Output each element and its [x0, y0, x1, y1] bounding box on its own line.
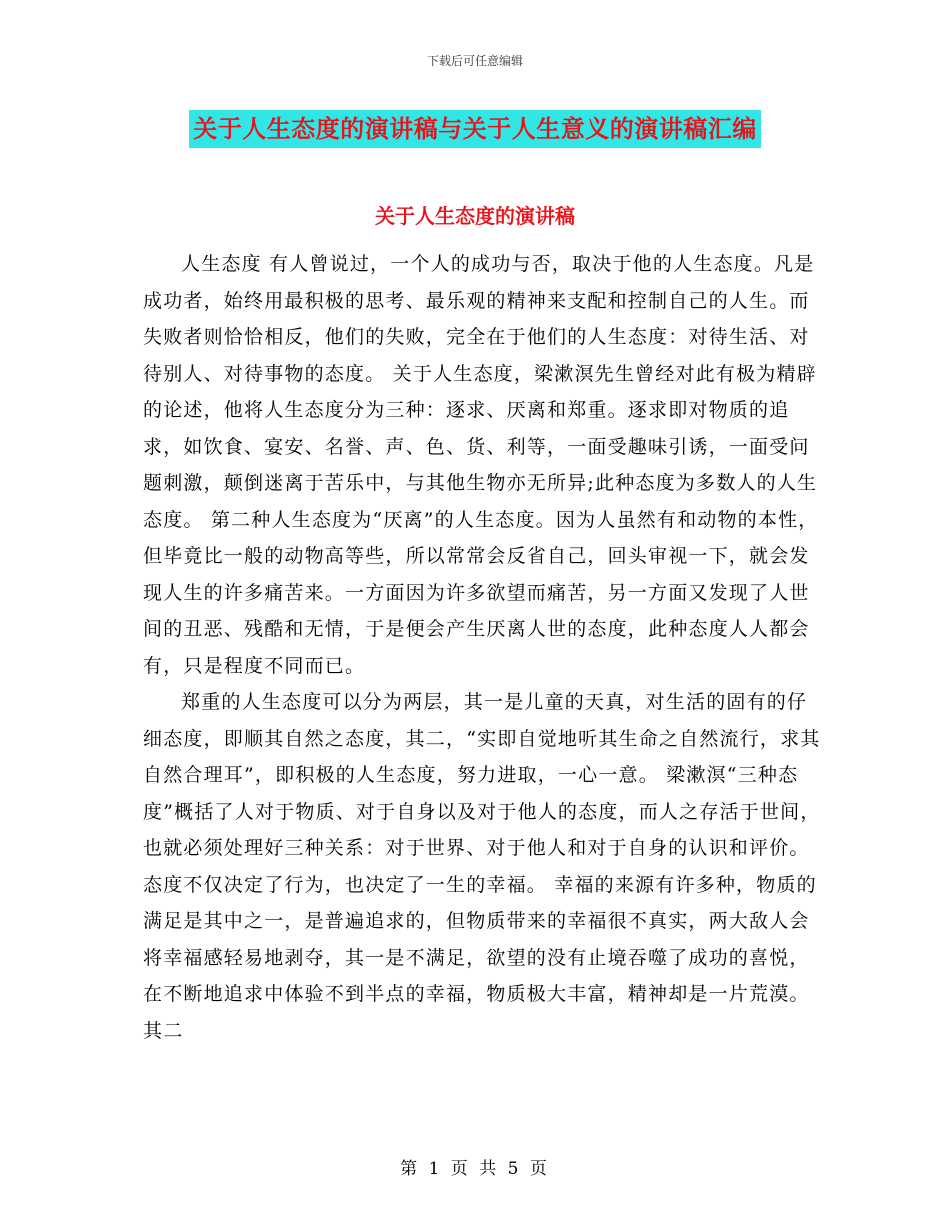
- body-paragraph: 郑重的人生态度可以分为两层，其一是儿童的天真，对生活的固有的仔细态度，即顺其自然之态度，其二，“实即自觉地听其生命之自然流行，求其自然合理耳”，即积极的人生态度，努力进取，一心一意。 梁漱溟“三种态度”概括了人对于物质、对于自身以及对于他人的态度，而人之存活于世间，也就必须处理好三种关系：对于世界、对于他人和对于自身的认识和评价。态度不仅决定了行为，也决定了一生的幸福。 幸福的来源有许多种，物质的满足是其中之一，是普遍追求的，但物质带来的幸福很不真实，两大敌人会将幸福感轻易地剥夺，其一是不满足，欲望的没有止境吞噬了成功的喜悦，在不断地追求中体验不到半点的幸福，物质极大丰富，精神却是一片荒漠。其二: [143, 691, 821, 1042]
- main-title-container: [0, 110, 950, 148]
- document-body: [143, 246, 823, 1049]
- section-title: 关于人生态度的演讲稿: [375, 204, 575, 228]
- page-number-footer: 第 1 页 共 5 页: [400, 1159, 550, 1179]
- header-note: 下载后可任意编辑: [426, 54, 523, 68]
- document-main-title: 关于人生态度的演讲稿与关于人生意义的演讲稿汇编: [189, 110, 761, 148]
- body-paragraph: 人生态度 有人曾说过，一个人的成功与否，取决于他的人生态度。凡是成功者，始终用最积极的思考、最乐观的精神来支配和控制自己的人生。而失败者则恰恰相反，他们的失败，完全在于他们的人生态度：对待生活、对待别人、对待事物的态度。 关于人生态度，梁漱溟先生曾经对此有极为精辟的论述，他将人生态度分为三种：逐求、厌离和郑重。逐求即对物质的追求，如饮食、宴安、名誉、声、色、货、利等，一面受趣味引诱，一面受问题刺激，颠倒迷离于苦乐中，与其他生物亦无所异;此种态度为多数人的人生态度。 第二种人生态度为“厌离”的人生态度。因为人虽然有和动物的本性，但毕竟比一般的动物高等些，所以常常会反省自己，回头审视一下，就会发现人生的许多痛苦来。一方面因为许多欲望而痛苦，另一方面又发现了人世间的丑恶、残酷和无情，于是便会产生厌离人世的态度，此种态度人人都会有，只是程度不同而已。: [143, 253, 819, 677]
